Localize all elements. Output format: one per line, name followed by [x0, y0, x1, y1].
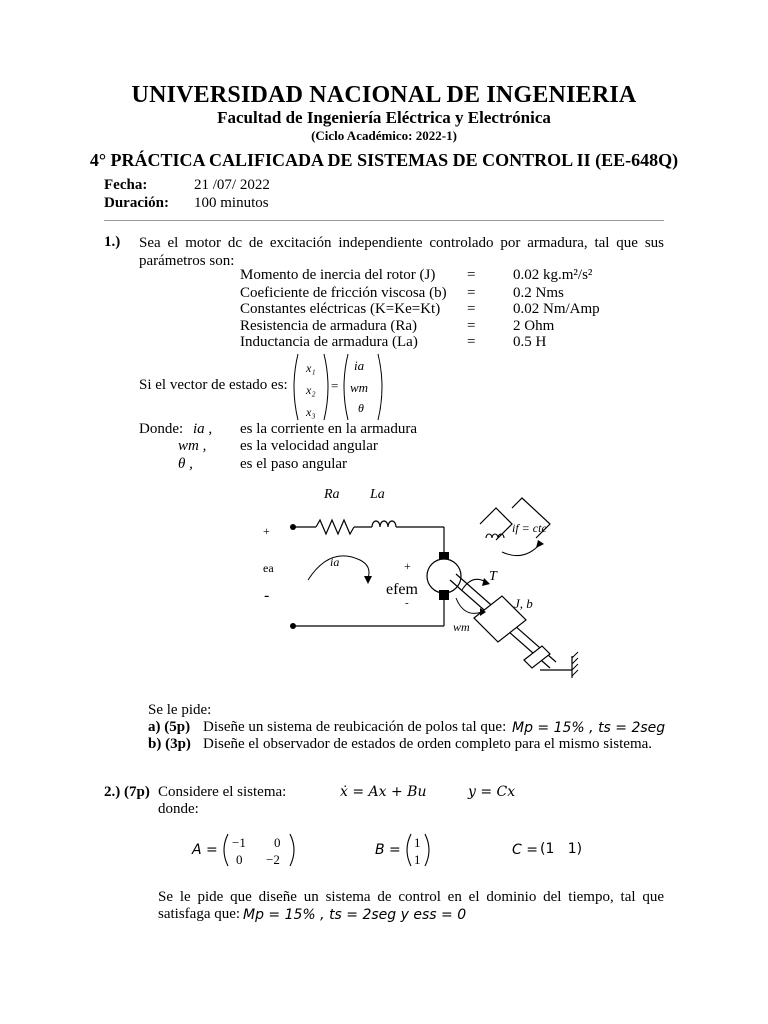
state-theta: θ: [358, 401, 364, 415]
param-eq: =: [467, 267, 476, 283]
param-eq: =: [467, 301, 476, 317]
diagram-efem: efem: [386, 581, 418, 598]
q2-ask-line2-prefix: satisfaga que:: [158, 906, 241, 922]
q1-b-text: Diseñe el observador de estados de orden completo para el mismo sistema.: [203, 736, 653, 752]
q2-ask-math: Mp = 15% , ts = 2seg y ess = 0: [243, 907, 467, 923]
motor-icon: [427, 559, 461, 593]
diagram-ia: ia: [330, 555, 340, 569]
q1-intro: Sea el motor dc de excitación independiente controlado por armadura, tal que sus parámetros son:: [139, 235, 664, 269]
faculty-subtitle: Facultad de Ingeniería Eléctrica y Electrónica: [217, 108, 551, 127]
diagram-ea: ea: [263, 561, 274, 575]
B-2: 1: [414, 852, 421, 867]
matrix-A-label: A =: [192, 842, 218, 858]
duration-value: 100 minutos: [194, 195, 269, 211]
matrix-B-label: B =: [375, 842, 401, 858]
param-name: Coeficiente de fricción viscosa (b): [240, 285, 447, 301]
param-eq: =: [467, 318, 476, 334]
q1-number: 1.): [104, 234, 121, 250]
diagram-minus-left: -: [264, 587, 270, 604]
q1-ask: Se le pide:: [148, 702, 212, 718]
param-name: Momento de inercia del rotor (J): [240, 267, 436, 283]
A-21: 0: [236, 852, 243, 867]
academic-cycle: (Ciclo Académico: 2022-1): [311, 128, 457, 143]
diagram-if: if = cte: [512, 521, 547, 535]
param-value: 0.5 H: [513, 334, 547, 350]
exam-title: 4° PRÁCTICA CALIFICADA DE SISTEMAS DE CONTROL II (EE-648Q): [89, 150, 679, 170]
diagram-wm: wm: [453, 620, 470, 634]
where-sym-theta: θ ,: [178, 456, 193, 472]
where-sym-ia: ia ,: [193, 421, 213, 437]
q1-a-text: Diseñe un sistema de reubicación de polos tal que:: [203, 719, 507, 735]
param-name: Constantes eléctricas (K=Ke=Kt): [240, 301, 441, 317]
A-11: −1: [232, 835, 246, 850]
inductor-icon: [372, 521, 396, 527]
state-x1: x₁: [306, 361, 316, 375]
param-name: Inductancia de armadura (La): [240, 334, 418, 350]
diagram-plus-left: +: [263, 524, 270, 538]
q2-output-eq: y = Cx: [468, 784, 516, 800]
where-desc-theta: es el paso angular: [240, 456, 348, 472]
where-desc-wm: es la velocidad angular: [240, 438, 378, 454]
param-eq: =: [467, 334, 476, 350]
state-x3: x₃: [306, 405, 316, 419]
q2-state-eq: ẋ = Ax + Bu: [340, 784, 427, 800]
param-value: 0.02 kg.m²/s²: [513, 267, 593, 283]
matrix-C-label: C =: [512, 842, 538, 858]
diagram-plus-right: +: [404, 559, 411, 573]
date-value: 21 /07/ 2022: [194, 177, 270, 193]
q2-number: 2.) (7p): [104, 784, 150, 800]
state-ia: ia: [354, 358, 365, 373]
where-label: Donde:: [139, 421, 184, 437]
where-desc-ia: es la corriente en la armadura: [240, 421, 417, 437]
param-value: 0.2 Nms: [513, 285, 564, 301]
university-title: UNIVERSIDAD NACIONAL DE INGENIERIA: [131, 82, 637, 108]
matrix-B: [403, 832, 433, 868]
diagram-La: La: [370, 487, 385, 502]
header-divider: [104, 220, 664, 221]
state-x2: x₂: [306, 383, 316, 397]
q2-intro: Considere el sistema:: [158, 784, 287, 800]
param-value: 0.02 Nm/Amp: [513, 301, 600, 317]
param-eq: =: [467, 285, 476, 301]
date-label: Fecha:: [104, 177, 148, 193]
q1-b-label: b) (3p): [148, 736, 191, 752]
matrix-A: [220, 832, 300, 868]
q1-a-label: a) (5p): [148, 719, 191, 735]
diagram-T: T: [489, 569, 497, 584]
A-12: 0: [274, 835, 281, 850]
diagram-minus-right: -: [405, 597, 409, 609]
diagram-Ra: Ra: [324, 487, 340, 502]
resistor-icon: [316, 520, 354, 534]
param-value: 2 Ohm: [513, 318, 555, 334]
state-wm: wm: [350, 380, 369, 395]
A-22: −2: [266, 852, 280, 867]
where-sym-wm: wm ,: [178, 438, 207, 454]
diagram-Jb: J, b: [514, 596, 533, 611]
state-vector-equation: [290, 352, 400, 422]
q2-ask-line1: Se le pide que diseñe un sistema de control en el dominio del tiempo, tal que: [158, 889, 664, 905]
param-name: Resistencia de armadura (Ra): [240, 318, 418, 334]
duration-label: Duración:: [104, 195, 169, 211]
state-vector-label: Si el vector de estado es:: [139, 377, 288, 393]
matrix-C: (1 1): [540, 841, 583, 857]
state-equals: =: [331, 378, 339, 393]
B-1: 1: [414, 835, 421, 850]
q2-where: donde:: [158, 801, 199, 817]
dc-motor-diagram: [250, 478, 600, 698]
q1-a-math: Mp = 15% , ts = 2seg: [512, 720, 666, 736]
